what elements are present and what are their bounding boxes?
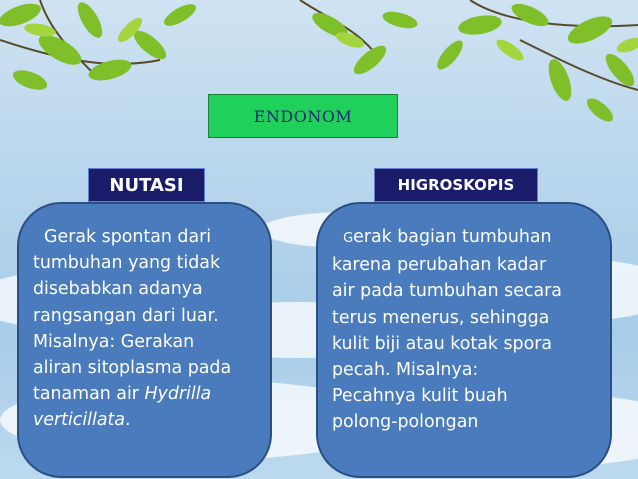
- branch-description-higroskopis: [316, 202, 612, 478]
- species-name: verticillata: [33, 410, 125, 431]
- description-line: pecah. Misalnya:: [332, 360, 479, 381]
- branch-title-nutasi: [88, 168, 205, 202]
- description-line: disebabkan adanya: [33, 279, 203, 300]
- root-node: [208, 94, 398, 138]
- branch-title-label: NUTASI: [109, 174, 184, 196]
- description-line: kulit biji atau kotak spora: [332, 333, 553, 354]
- description-line: tumbuhan yang tidak: [33, 253, 221, 274]
- description-line: Misalnya: Gerakan: [33, 331, 195, 352]
- branch-title-label: HIGROSKOPIS: [397, 176, 515, 194]
- description-line: Pecahnya kulit buah: [332, 386, 508, 407]
- description-line: aliran sitoplasma pada: [33, 358, 232, 379]
- description-line: karena perubahan kadar: [332, 255, 547, 276]
- root-label: ENDONOM: [253, 106, 353, 126]
- description-line: erak bagian tumbuhan: [353, 227, 552, 247]
- species-name: Hydrilla: [144, 384, 212, 405]
- description-line: terus menerus, sehingga: [332, 307, 550, 328]
- branch-description-nutasi: [17, 202, 272, 478]
- description-line: polong-polongan: [332, 412, 479, 433]
- description-line: tanaman air: [33, 384, 145, 405]
- description-tail: .: [124, 410, 131, 431]
- description-line: Gerak spontan dari: [33, 227, 212, 247]
- description-line: rangsangan dari luar.: [33, 305, 219, 326]
- description-line: air pada tumbuhan secara: [332, 281, 562, 302]
- branch-title-higroskopis: [374, 168, 538, 202]
- lead-letter: G: [343, 231, 354, 246]
